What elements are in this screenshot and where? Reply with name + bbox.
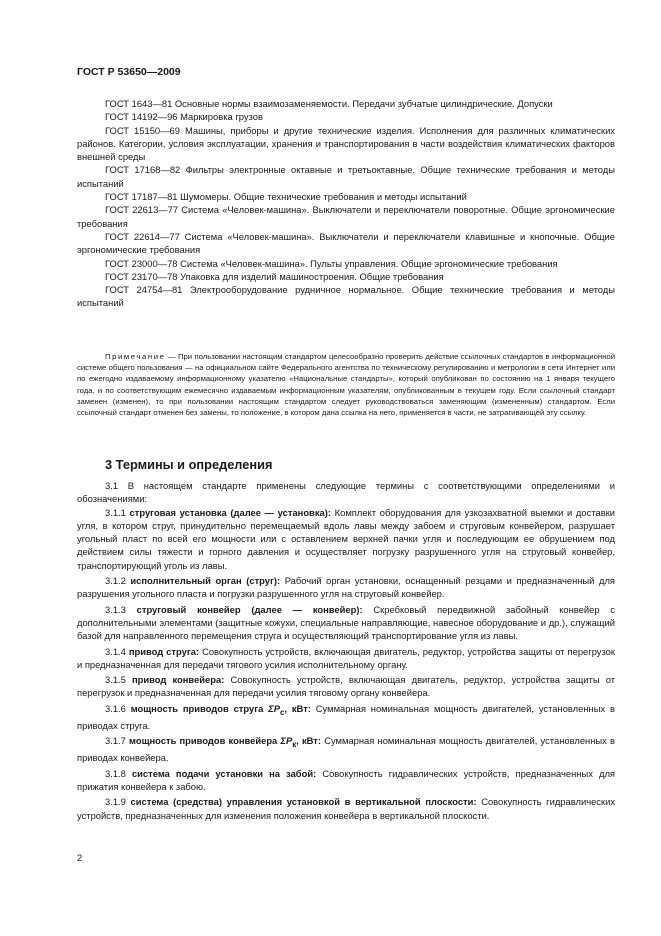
document-header: ГОСТ Р 53650—2009 bbox=[77, 66, 181, 78]
term-number: 3.1.3 bbox=[105, 603, 126, 615]
term-number: 3.1.2 bbox=[105, 575, 126, 587]
term-item bbox=[77, 506, 615, 572]
term-name bbox=[130, 702, 311, 717]
term-number: 3.1.7 bbox=[105, 735, 126, 747]
term-unit: , кВт: bbox=[296, 735, 322, 747]
reference-item: ГОСТ 22613—77 Система «Человек-машина». Выключатели и переключатели поворотные. Общие эргономические требования bbox=[77, 204, 615, 229]
term-item bbox=[77, 734, 615, 764]
note-text: — При пользовании настоящим стандартом целесообразно проверить действие ссылочных стандартов в информационной системе общего пользования — на официальном сайте Федерального агентства по техническому регулированию и метрологии в сети Интернет или по ежегодно издаваемому информационному указателю «Национальные стандарты», который опубликован по состоянию на 1 января текущего года, и по соответствующим ежемесячно издаваемым информационным указателям, опубликованным в текущем году. Если ссылочный стандарт заменен (изменен), то при пользовании настоящим стандартом следует руководствоваться заменяющим (измененным) стандартом. Если ссылочный стандарт отменен без замены, то положение, в котором дана ссылка на него, применяется в части, не затрагивающей эту ссылку. bbox=[77, 352, 615, 418]
note-block bbox=[77, 351, 615, 418]
term-symbol-subscript: с bbox=[280, 707, 285, 717]
term-number: 3.1.1 bbox=[105, 506, 126, 518]
term-name: привод струга: bbox=[128, 645, 200, 657]
section-title: 3 Термины и определения bbox=[105, 457, 273, 472]
reference-item: ГОСТ 15150—69 Машины, приборы и другие технические изделия. Исполнения для различных климатических районов. Категории, условия эксплуатации, хранения и транспортирования в части воздействия климатических факторов внешней среды bbox=[77, 124, 615, 163]
term-item bbox=[77, 673, 615, 700]
term-definition: Совокупность гидравлических устройств, предназначенных для прижатия конвейера к забою. bbox=[77, 767, 616, 792]
term-item bbox=[77, 645, 615, 672]
term-number: 3.1.5 bbox=[105, 674, 126, 686]
term-number: 3.1.9 bbox=[105, 796, 126, 808]
terms-list bbox=[77, 479, 615, 822]
term-definition: Скребковый передвижной забойный конвейер с дополнительными элементами (защитные кожухи, специальные направляющие, навесное оборудование и др.), служащий базой для направленного перемещения струга и осуществляющий транспортирование угля из лавы. bbox=[77, 603, 616, 642]
term-item bbox=[77, 702, 615, 732]
note-paragraph bbox=[77, 351, 615, 418]
term-name-text: мощность приводов струга bbox=[130, 702, 269, 714]
term-definition: Комплект оборудования для узкозахватной выемки и доставки угля, в котором струг, принудительно перемещаемый вдоль лавы между забоем и струговым конвейером, разрушает угольный пласт по всей его мощности или с оставлением верхней пачки угля и последующим ее обрушением под действием силы тяжести и горного давления и осуществляет погрузку разрушенного угля на струговый конвейер, транспортирующий уголь из лавы. bbox=[77, 506, 616, 571]
terms-intro: 3.1 В настоящем стандарте применены следующие термины с соответствующими определениями и обозначениями: bbox=[77, 480, 615, 505]
term-name bbox=[129, 735, 322, 750]
term-symbol-subscript: к bbox=[292, 740, 297, 750]
term-item bbox=[77, 767, 615, 794]
term-item bbox=[77, 795, 615, 822]
term-unit: , кВт: bbox=[284, 702, 311, 714]
reference-item: ГОСТ 17168—82 Фильтры электронные октавные и третьоктавные. Общие технические требования и методы испытаний bbox=[77, 164, 615, 189]
term-name: система подачи установки на забой: bbox=[131, 767, 317, 779]
term-name: привод конвейера: bbox=[132, 674, 225, 686]
term-definition: Совокупность гидравлических устройств, предназначенных для изменения положения конвейера в вертикальной плоскости. bbox=[77, 796, 616, 821]
term-item bbox=[77, 574, 615, 601]
reference-item: ГОСТ 1643—81 Основные нормы взаимозаменяемости. Передачи зубчатые цилиндрические. Допуски bbox=[105, 98, 553, 109]
term-number: 3.1.6 bbox=[105, 702, 126, 714]
note-label: Примечание bbox=[105, 352, 166, 361]
term-number: 3.1.4 bbox=[105, 645, 126, 657]
term-definition: Суммарная номинальная мощность двигателей, установленных в приводах струга. bbox=[77, 702, 615, 731]
reference-item: ГОСТ 14192—96 Маркировка грузов bbox=[105, 111, 263, 123]
term-name: исполнительный орган (струг): bbox=[130, 575, 281, 587]
term-definition: Совокупность устройств, включающая двигатель, редуктор, устройства защиты от перегрузок и предназначенная для передачи усилия тяговому органу конвейера. bbox=[77, 674, 615, 699]
term-name: струговый конвейер (далее — конвейер): bbox=[136, 603, 363, 615]
term-symbol: ΣP bbox=[280, 735, 293, 747]
term-definition: Рабочий орган установки, оснащенный резцами и предназначенный для разрушения угольного пласта и погрузки разрушенного угля на струговый конвейер. bbox=[77, 575, 615, 600]
term-definition: Совокупность устройств, включающая двигатель, редуктор, устройства защиты от перегрузок и предназначенная для передачи тягового усилия исполнительному органу. bbox=[77, 645, 615, 670]
term-name: струговая установка (далее — установка): bbox=[129, 506, 331, 518]
reference-item: ГОСТ 24754—81 Электрооборудование рудничное нормальное. Общие технические требования и методы испытаний bbox=[77, 284, 615, 309]
reference-item: ГОСТ 17187—81 Шумомеры. Общие технические требования и методы испытаний bbox=[105, 191, 467, 203]
reference-item: ГОСТ 22614—77 Система «Человек-машина». Выключатели и переключатели клавишные и кнопочные. Общие эргономические требования bbox=[77, 230, 615, 256]
normative-references-list bbox=[77, 97, 615, 310]
term-item bbox=[77, 603, 615, 643]
page-number: 2 bbox=[77, 852, 83, 863]
term-symbol: ΣP bbox=[268, 702, 281, 714]
term-definition: Суммарная номинальная мощность двигателей, установленных в приводах конвейера. bbox=[77, 735, 615, 764]
term-number: 3.1.8 bbox=[105, 767, 126, 779]
reference-item: ГОСТ 23000—78 Система «Человек-машина». Пульты управления. Общие эргономические требования bbox=[105, 257, 558, 269]
term-name-text: мощность приводов конвейера bbox=[129, 735, 281, 747]
term-name: система (средства) управления установкой в вертикальной плоскости: bbox=[130, 796, 477, 808]
reference-item: ГОСТ 23170—78 Упаковка для изделий машиностроения. Общие требования bbox=[105, 270, 444, 282]
